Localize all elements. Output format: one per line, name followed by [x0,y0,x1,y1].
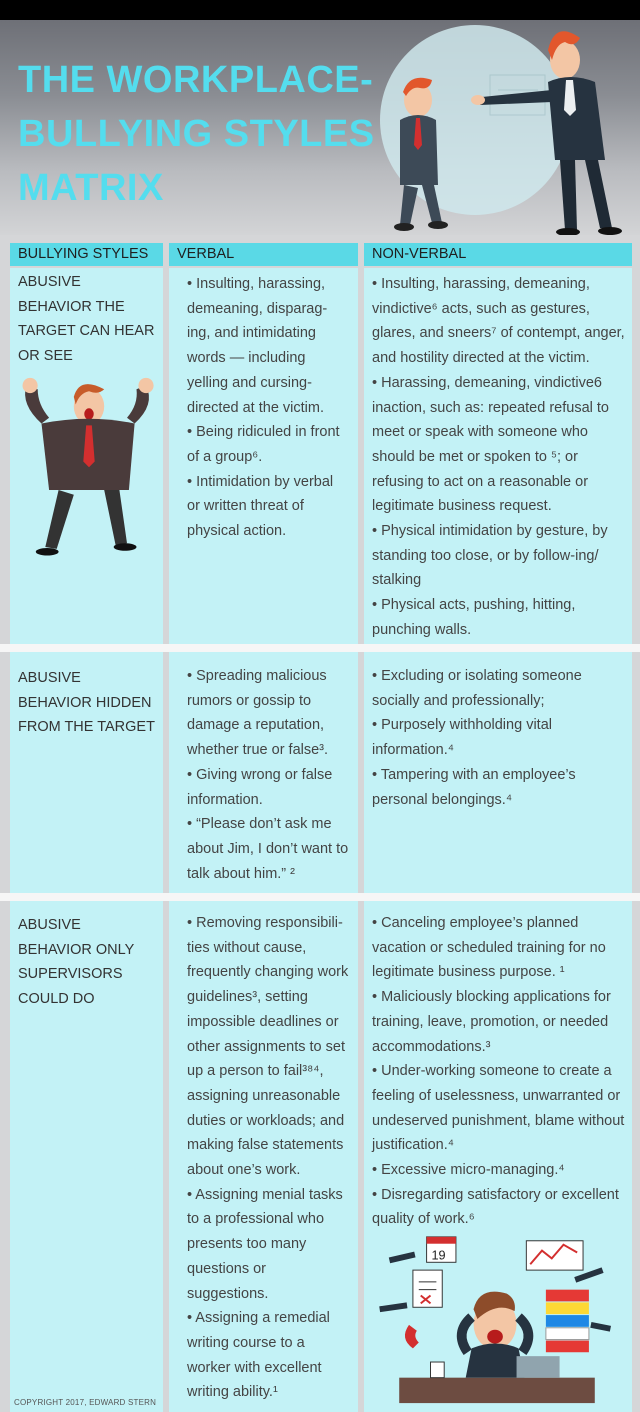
bullet-item: • Tampering with an employee’s personal belongings.⁴ [372,766,576,808]
bullet-item: • Excessive micro-managing.⁴ [372,1162,565,1179]
row-label-hear-or-see [10,268,163,644]
phone-icon [405,1325,419,1348]
calendar-icon [427,1237,456,1262]
row-label-text: ABUSIVE BEHAVIOR HIDDEN FROM THE TARGET [18,670,155,736]
row-label-text: ABUSIVE BEHAVIOR THE TARGET CAN HEAR OR SEE [18,274,155,365]
row-divider [0,893,640,901]
bullet-item: • Canceling employee’s planned vacation or scheduled training for no legitimate business purpose. ¹ [372,915,606,981]
laptop-icon [517,1356,560,1378]
row-label-text: ABUSIVE BEHAVIOR ONLY SUPERVISORS COULD DO [18,917,135,1008]
bullet-item: • Giving wrong or false information. [187,766,333,808]
calendar-number: 19 [431,1247,446,1263]
title-line-2: BULLYING STYLES [18,113,375,155]
bullet-item: • Insulting, harassing, demeaning, disparag-ing, and intimidating words — including yelling and cursing- directed at the victim. [187,276,328,416]
header-banner [0,20,640,235]
title-line-3: MATRIX [18,167,164,209]
bullet-item: • Maliciously blocking applications for training, leave, promotion, or needed accommodations.³ [372,989,611,1055]
verbal-cell-hidden [169,652,358,893]
bullet-item: • “Please don’t ask me about Jim, I don’t want to talk about him.” ² [187,816,349,882]
page-title [18,53,398,215]
bullet-item: • Removing responsibili-ties without cause, frequently changing work guidelines³, setting impossible deadlines or other assignments to set up a person to fail³⁸⁴, assigning unreasonable duties or workloads; and making false statements about one’s work. [187,915,349,1179]
row-divider [0,644,640,652]
clipboard-icon [413,1270,442,1307]
column-header-nonverbal: NON-VERBAL [364,243,632,266]
title-line-1: THE WORKPLACE- [18,59,374,101]
bullet-item: • Insulting, harassing, demeaning, vindictive⁶ acts, such as gestures, glares, and sneers⁷ of contempt, anger, and hostility directed at the victim. [372,276,625,367]
nonverbal-cell-hear-or-see [364,268,632,644]
bullet-item: • Spreading malicious rumors or gossip to damage a reputation, whether true or false³. [187,668,329,759]
row-label-hidden [10,652,163,893]
bullet-item: • Being ridiculed in front of a group⁶. [187,424,340,465]
bullet-item: • Intimidation by verbal or written threat of physical action. [187,473,334,540]
nonverbal-cell-supervisors [364,901,632,1412]
bullet-item: • Purposely withholding vital information.⁴ [372,717,552,759]
column-header-verbal: VERBAL [169,243,358,266]
stressed-worker-icon [368,1231,626,1407]
column-header-styles: BULLYING STYLES [10,243,163,266]
binders-icon [546,1290,589,1353]
row-label-supervisors [10,901,163,1412]
verbal-cell-hear-or-see [169,268,358,644]
bullet-item: • Harassing, demeaning, vindictive6 inaction, such as: repeated refusal to meet or speak with someone who should be met or spoken to ⁵; or refusing to act on a reasonable or legitimate business request. [372,374,609,515]
verbal-cell-supervisors [169,901,358,1412]
nonverbal-cell-hidden [364,652,632,893]
boss-pointing-icon [370,20,640,235]
bullet-item: • Physical intimidation by gesture, by standing too close, or by follow-ing/ stalking [372,523,608,589]
copyright: COPYRIGHT 2017, EDWARD STERN [14,1398,157,1407]
top-black-bar [0,0,640,20]
angry-man-icon [10,376,168,566]
bullet-item: • Disregarding satisfactory or excellent quality of work.⁶ [372,1186,619,1228]
chart-icon [526,1241,583,1270]
bullet-item: • Assigning a remedial writing course to a worker with excellent writing ability.¹ [187,1310,330,1401]
bullet-item: • Excluding or isolating someone socially and professionally; [372,668,582,709]
bullet-item: • Physical acts, pushing, hitting, punching walls. [372,597,576,638]
bullet-item: • Under-working someone to create a feeling of uselessness, unwarranted or undeserved punishment, blame without justification.⁴ [372,1063,625,1154]
coffee-icon [431,1362,445,1378]
bullet-item: • Assigning menial tasks to a professional who presents too many questions or suggestions. [187,1186,343,1302]
